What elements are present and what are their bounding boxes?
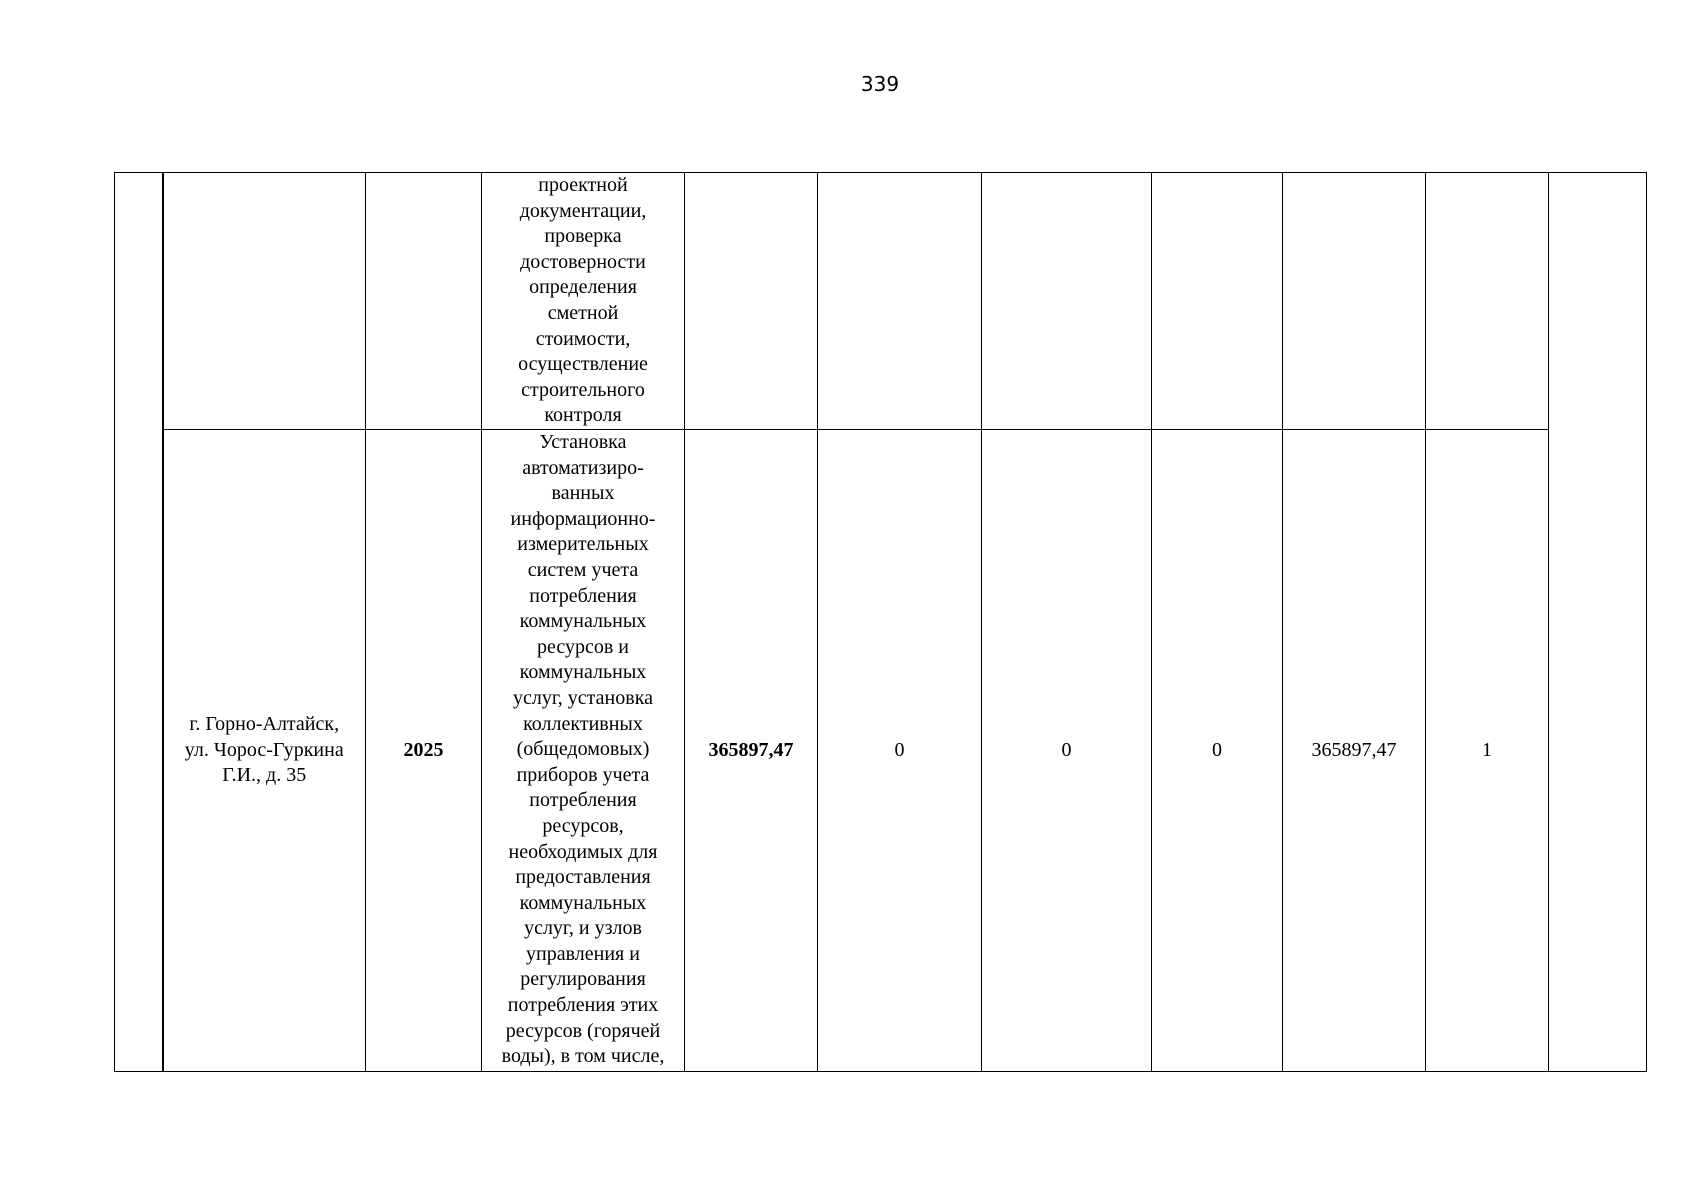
table-row — [115, 430, 1647, 1072]
total-cost-cell: 365897,47 — [685, 430, 818, 1072]
cost-cell: 0 — [818, 430, 982, 1072]
address-cell: г. Горно-Алтайск, ул. Чорос-Гуркина Г.И., д. 35 — [163, 430, 366, 1072]
cost-cell: 0 — [982, 430, 1152, 1072]
year-cell: 2025 — [366, 430, 482, 1072]
page-number: 339 — [860, 72, 900, 96]
cost-cell-empty — [1152, 173, 1283, 430]
table-row — [115, 173, 1647, 430]
works-table — [114, 172, 1647, 1072]
row-number-cell — [115, 173, 163, 1072]
count-cell-empty — [1426, 173, 1549, 430]
count-cell: 1 — [1426, 430, 1549, 1072]
work-description-cell: проектной документации, проверка достоверности определения сметной стоимости, осуществление строительного контроля — [482, 173, 685, 430]
total-cost-cell-empty — [685, 173, 818, 430]
cost-cell-empty — [818, 173, 982, 430]
last-column-cell — [1549, 173, 1647, 1072]
cost-cell-empty — [1283, 173, 1426, 430]
year-cell-empty — [366, 173, 482, 430]
work-description-cell: Установка автоматизиро- ванных информационно- измерительных систем учета потребления коммунальных ресурсов и коммунальных услуг, установка коллективных (общедомовых) приборов учета потребления ресурсов, необходимых для предоставления коммунальных услуг, и узлов управления и регулирования потребления этих ресурсов (горячей воды), в том числе, — [482, 430, 685, 1072]
cost-cell-empty — [982, 173, 1152, 430]
cost-cell: 365897,47 — [1283, 430, 1426, 1072]
address-cell-empty — [163, 173, 366, 430]
cost-cell: 0 — [1152, 430, 1283, 1072]
